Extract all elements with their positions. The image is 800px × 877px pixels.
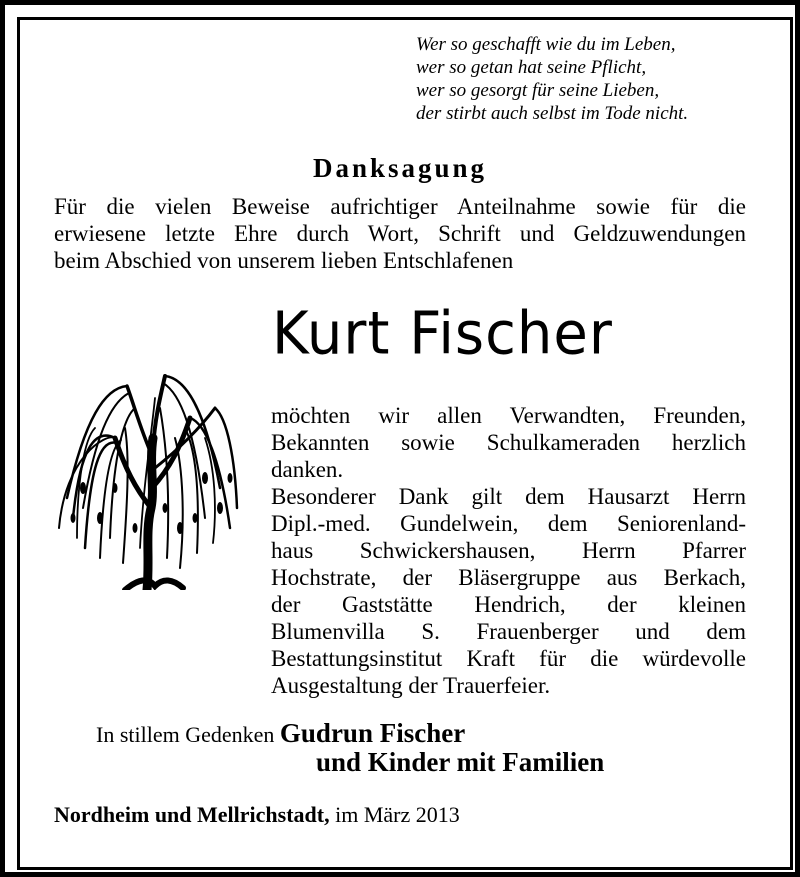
thanks-line: der Gaststätte Hendrich, der kleinen	[271, 592, 746, 617]
notice-heading: Danksagung	[312, 153, 488, 183]
notice-date: im März 2013	[335, 802, 460, 827]
thanks-paragraph	[271, 402, 746, 699]
signature-line-2: und Kinder mit Familien	[316, 747, 605, 777]
place-date-line	[54, 802, 460, 828]
poem-line: der stirbt auch selbst im Tode nicht.	[416, 103, 689, 124]
place-locations: Nordheim und Mellrichstadt,	[54, 802, 330, 827]
thanks-line: Bestattungsinstitut Kraft für die würdevolle	[271, 646, 746, 671]
thanks-line: haus Schwickershausen, Herrn Pfarrer	[271, 538, 746, 563]
deceased-name: Kurt Fischer	[272, 300, 613, 369]
thanks-line: Ausgestaltung der Trauerfeier.	[271, 673, 551, 698]
poem-line: wer so gesorgt für seine Lieben,	[416, 80, 660, 101]
signature-name: Gudrun Fischer	[279, 718, 466, 748]
thanks-line: Besonderer Dank gilt dem Hausarzt Herrn	[271, 484, 746, 509]
intro-line: Für die vielen Beweise aufrichtiger Anteilnahme sowie für die	[54, 194, 746, 219]
intro-line: beim Abschied von unserem lieben Entschlafenen	[54, 248, 514, 273]
poem-line: Wer so geschafft wie du im Leben,	[416, 34, 676, 55]
thanks-line: Bekannten sowie Schulkameraden herzlich	[271, 430, 746, 455]
poem-line: wer so getan hat seine Pflicht,	[416, 57, 647, 78]
willow-tree-icon	[55, 368, 240, 590]
intro-line: erwiesene letzte Ehre durch Wort, Schrift und Geldzuwendungen	[54, 221, 746, 246]
signature-line-1	[96, 718, 465, 749]
thanks-line: danken.	[271, 457, 344, 482]
thanks-line: Hochstrate, der Bläsergruppe aus Berkach,	[271, 565, 746, 590]
thanks-line: Blumenvilla S. Frauenberger und dem	[271, 619, 746, 644]
signature-prefix: In stillem Gedenken	[96, 722, 275, 747]
thanks-line: möchten wir allen Verwandten, Freunden,	[271, 403, 746, 428]
thanks-line: Dipl.-med. Gundelwein, dem Seniorenland-	[271, 511, 746, 536]
intro-paragraph	[54, 193, 746, 274]
memorial-poem	[416, 33, 776, 125]
